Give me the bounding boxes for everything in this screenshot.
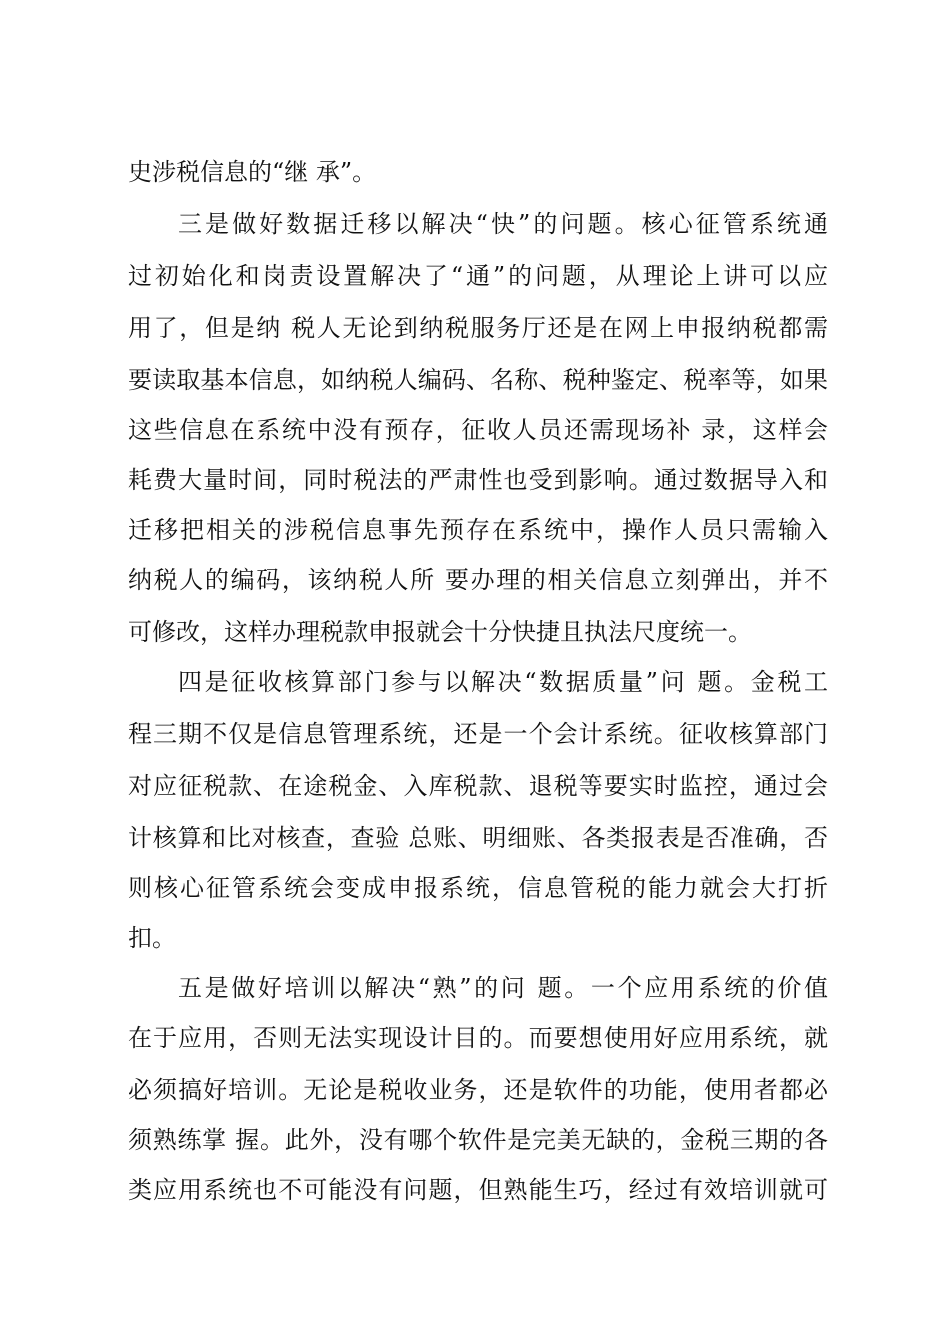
paragraph-line: 程三期不仅是信息管理系统，还是一个会计系统。征收核算部门 [128,720,828,748]
paragraph-line: 过初始化和岗责设置解决了“通”的问题，从理论上讲可以应 [128,262,828,290]
paragraph-line: 迁移把相关的涉税信息事先预存在系统中，操作人员只需输入 [128,516,828,544]
paragraph-line: 用了，但是纳 税人无论到纳税服务厅还是在网上申报纳税都需 [128,314,828,342]
paragraph-line: 计核算和比对核查，查验 总账、明细账、各类报表是否准确，否 [128,824,828,852]
paragraph-line: 对应征税款、在途税金、入库税款、退税等要实时监控，通过会 [128,772,828,800]
paragraph-line: 三是做好数据迁移以解决“快”的问题。核心征管系统通 [178,210,828,238]
paragraph-line: 五是做好培训以解决“熟”的问 题。一个应用系统的价值 [178,974,828,1002]
paragraph-line: 这些信息在系统中没有预存，征收人员还需现场补 录，这样会 [128,416,828,444]
paragraph-line: 史涉税信息的“继 承”。 [128,158,377,186]
paragraph-line: 纳税人的编码，该纳税人所 要办理的相关信息立刻弹出，并不 [128,566,828,594]
paragraph-line: 可修改，这样办理税款申报就会十分快捷且执法尺度统一。 [128,618,752,646]
paragraph-line: 扣。 [128,924,176,952]
paragraph-line: 要读取基本信息，如纳税人编码、名称、税种鉴定、税率等，如果 [128,366,828,394]
paragraph-line: 四是征收核算部门参与以解决“数据质量”问 题。金税工 [178,668,828,696]
paragraph-line: 必须搞好培训。无论是税收业务，还是软件的功能，使用者都必 [128,1076,828,1104]
paragraph-line: 则核心征管系统会变成申报系统，信息管税的能力就会大打折 [128,874,828,902]
paragraph-line: 须熟练掌 握。此外，没有哪个软件是完美无缺的，金税三期的各 [128,1126,828,1154]
paragraph-line: 类应用系统也不可能没有问题，但熟能生巧，经过有效培训就可 [128,1176,828,1204]
paragraph-line: 耗费大量时间，同时税法的严肃性也受到影响。通过数据导入和 [128,466,828,494]
paragraph-line: 在于应用，否则无法实现设计目的。而要想使用好应用系统，就 [128,1024,828,1052]
